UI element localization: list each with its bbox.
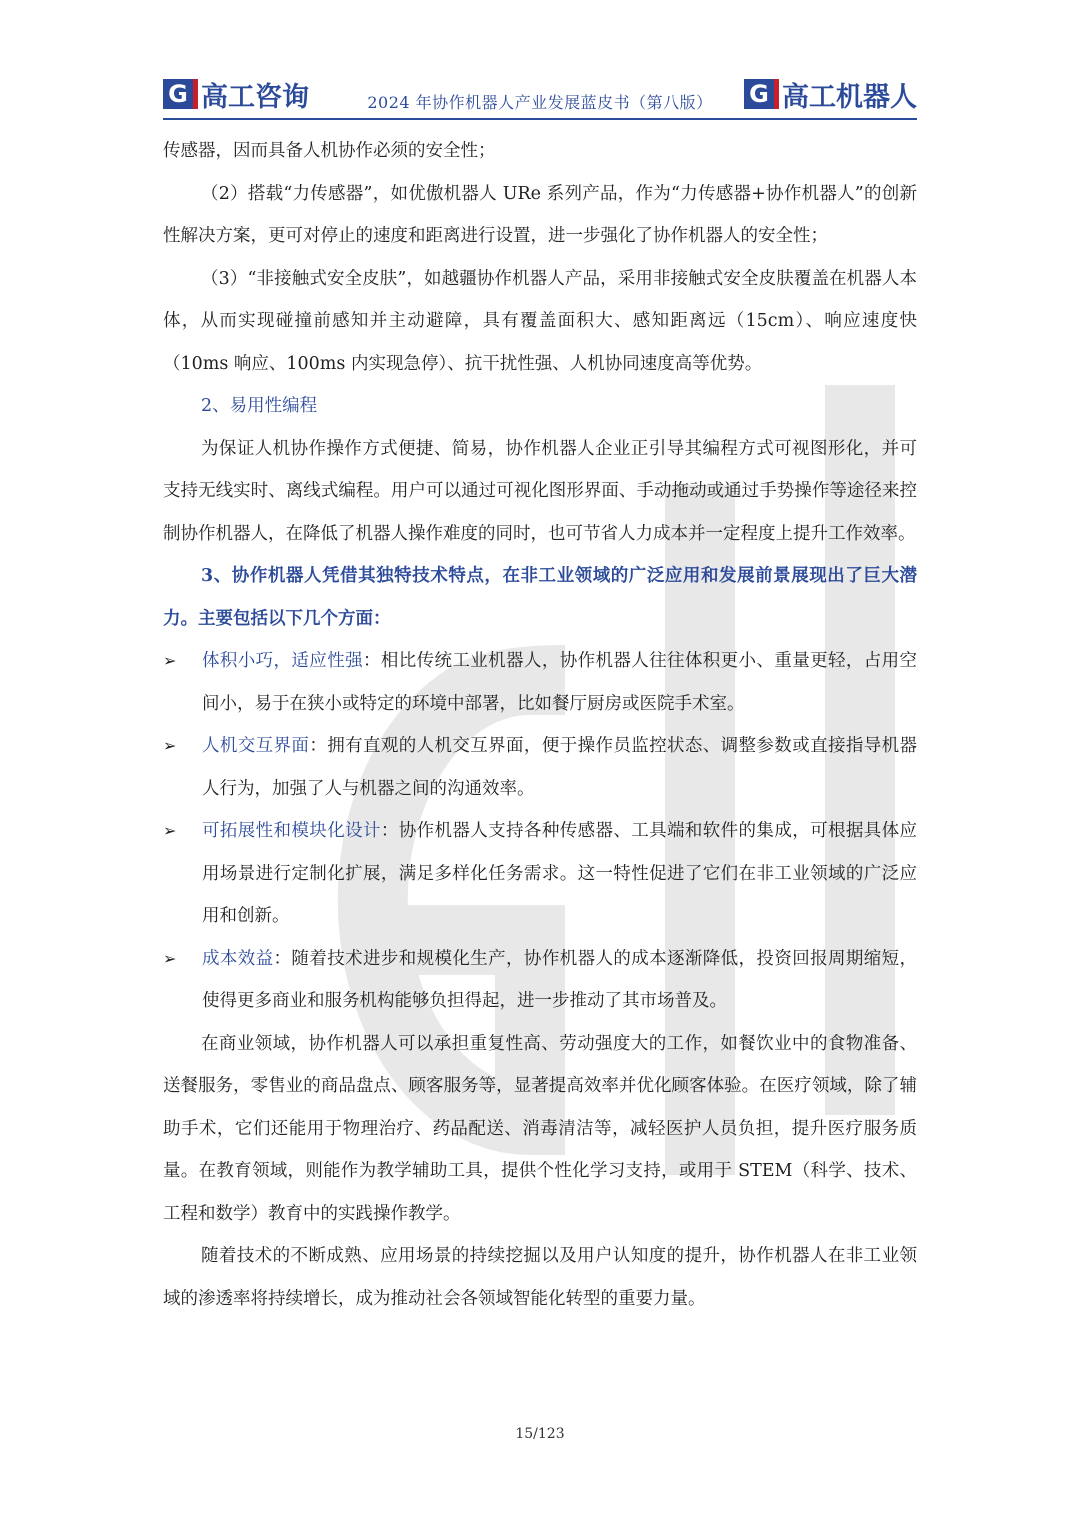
- bullet-item: [163, 938, 917, 1023]
- arrow-bullet-icon: ➢: [163, 651, 177, 670]
- bullet-term: 人机交互界面: [202, 736, 310, 756]
- bullet-term: 体积小巧，适应性强: [202, 651, 363, 671]
- arrow-bullet-icon: ➢: [163, 821, 177, 840]
- paragraph-programming: 为保证人机协作操作方式便捷、简易，协作机器人企业正引导其编程方式可视图形化，并可支持无线实时、离线式编程。用户可以通过可视化图形界面、手动拖动或通过手势操作等途径来控制协作机器人，在降低了机器人操作难度的同时，也可节省人力成本并一定程度上提升工作效率。: [163, 438, 917, 544]
- paragraph-force-sensor: （2）搭载“力传感器”，如优傲机器人 URe 系列产品，作为“力传感器+协作机器人”的创新性解决方案，更可对停止的速度和距离进行设置，进一步强化了协作机器人的安全性；: [163, 183, 917, 246]
- bullet-item: [163, 640, 917, 725]
- document-title: 2024 年协作机器人产业发展蓝皮书（第八版）: [367, 93, 713, 112]
- gg-robot-logo: [744, 78, 917, 113]
- arrow-bullet-icon: ➢: [163, 736, 177, 755]
- bullet-item: [163, 725, 917, 810]
- arrow-bullet-icon: ➢: [163, 948, 177, 968]
- bullet-text: ：随着技术进步和规模化生产，协作机器人的成本逐渐降低，投资回报周期缩短，使得更多商业和服务机构能够负担得起，进一步推动了其市场普及。: [202, 948, 918, 1011]
- logo-mark-right: G: [744, 79, 774, 109]
- bullet-term: 成本效益: [202, 948, 274, 969]
- bullet-term: 可拓展性和模块化设计: [202, 821, 381, 841]
- page-number: 15/123: [515, 1426, 565, 1442]
- bullet-item: [163, 810, 917, 938]
- paragraph-outlook: 随着技术的不断成熟、应用场景的持续挖掘以及用户认知度的提升，协作机器人在非工业领域的渗透率将持续增长，成为推动社会各领域智能化转型的重要力量。: [163, 1246, 917, 1309]
- logo-text-right: 高工机器人: [782, 81, 917, 113]
- paragraph-sensor-end: 传感器，因而具备人机协作必须的安全性；: [163, 141, 496, 161]
- section-heading-programming: 2、易用性编程: [201, 396, 318, 416]
- logo-mark-left: G: [163, 79, 193, 109]
- logo-text-left: 高工咨询: [201, 81, 309, 113]
- bullet-text: ：相比传统工业机器人，协作机器人往往体积更小、重量更轻，占用空间小，易于在狭小或特定的环境中部署，比如餐厅厨房或医院手术室。: [202, 651, 918, 714]
- paragraph-application-fields: 在商业领域，协作机器人可以承担重复性高、劳动强度大的工作，如餐饮业中的食物准备、送餐服务，零售业的商品盘点、顾客服务等，显著提高效率并优化顾客体验。在医疗领域，除了辅助手术，它们还能用于物理治疗、药品配送、消毒清洁等，减轻医护人员负担，提升医疗服务质量。在教育领域，则能作为教学辅助工具，提供个性化学习支持，或用于 STEM（科学、技术、工程和数学）教育中的实践操作教学。: [163, 1033, 917, 1224]
- paragraph-safety-skin: （3）“非接触式安全皮肤”，如越疆协作机器人产品，采用非接触式安全皮肤覆盖在机器人本体，从而实现碰撞前感知并主动避障，具有覆盖面积大、感知距离远（15cm）、响应速度快（10ms 响应、100ms 内实现急停）、抗干扰性强、人机协同速度高等优势。: [163, 268, 917, 374]
- page-body: [163, 130, 917, 1320]
- page-header: [163, 76, 917, 122]
- bullet-text: ：拥有直观的人机交互界面，便于操作员监控状态、调整参数或直接指导机器人行为，加强了人与机器之间的沟通效率。: [202, 736, 918, 799]
- section-heading-non-industrial: 3、协作机器人凭借其独特技术特点，在非工业领域的广泛应用和发展前景展现出了巨大潜力。主要包括以下几个方面：: [163, 566, 917, 629]
- header-divider: [163, 118, 917, 120]
- bullet-text: ：协作机器人支持各种传感器、工具端和软件的集成，可根据具体应用场景进行定制化扩展，满足多样化任务需求。这一特性促进了它们在非工业领域的广泛应用和创新。: [202, 821, 918, 926]
